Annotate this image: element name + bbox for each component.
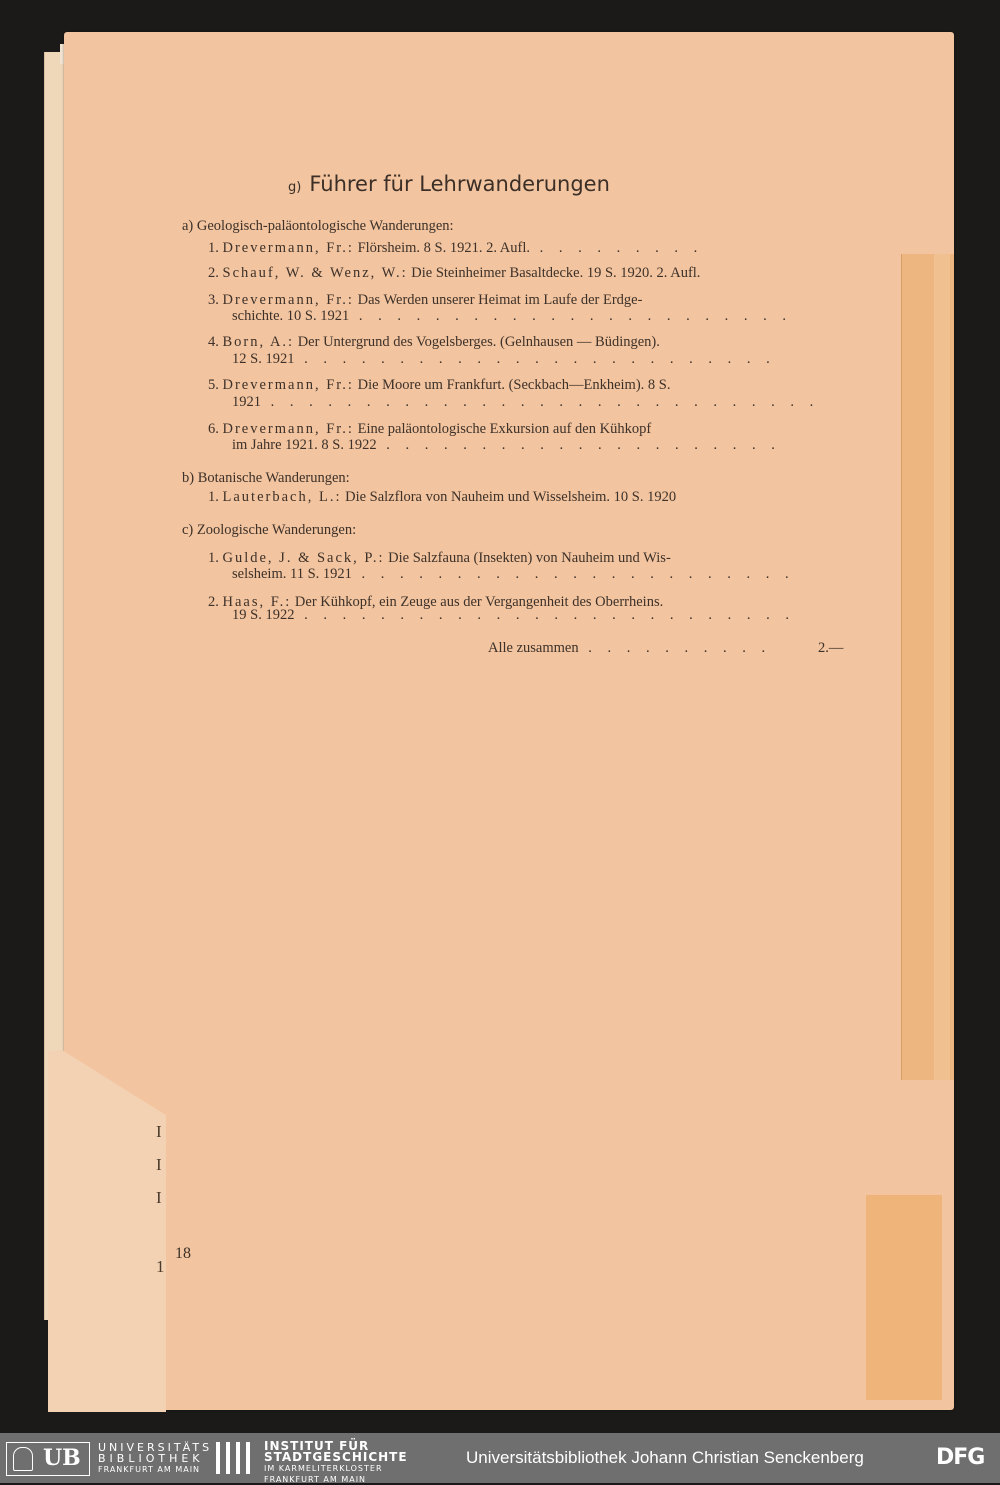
library-emblem-icon xyxy=(13,1447,33,1471)
footer-bar xyxy=(0,1433,1000,1483)
author: Haas, F.: xyxy=(222,594,292,610)
flap-char: I xyxy=(156,1122,162,1141)
flap-char: 1 xyxy=(156,1257,165,1276)
title-mark: g) xyxy=(288,180,302,195)
list-item: 5. Drevermann, Fr.: Die Moore um Frankfurt. (Seckbach—Enkheim). 8 S. xyxy=(208,377,671,393)
section-heading-c: c) Zoologische Wanderungen: xyxy=(182,522,357,538)
flap-char: I xyxy=(156,1155,162,1174)
list-item: 2. Haas, F.: Der Kühkopf, ein Zeuge aus der Vergangenheit des Oberrheins. xyxy=(208,594,664,610)
tape-strip-right-inner xyxy=(934,254,950,1080)
isg-columns-icon xyxy=(214,1442,254,1474)
list-item: 4. Born, A.: Der Untergrund des Vogelsberges. (Gelnhausen — Büdingen). xyxy=(208,334,660,350)
attached-flap xyxy=(48,1050,166,1412)
title-text: Führer für Lehrwanderungen xyxy=(309,172,610,196)
total-price: 2.— xyxy=(818,640,844,656)
page-title xyxy=(288,172,610,196)
ub-logo[interactable]: UB xyxy=(6,1442,90,1476)
ub-wordmark[interactable]: UNIVERSITÄTS BIBLIOTHEK FRANKFURT AM MAIN xyxy=(98,1441,213,1474)
list-item: 2. Schauf, W. & Wenz, W.: Die Steinheimer Basaltdecke. 19 S. 1920. 2. Aufl. xyxy=(208,265,701,281)
list-item: 3. Drevermann, Fr.: Das Werden unserer Heimat im Laufe der Erdge- xyxy=(208,292,643,308)
author: Born, A.: xyxy=(222,334,295,350)
list-item-continuation: schichte. 10 S. 1921 . . . . . . . . . . . . . . . . . . . . . . . xyxy=(232,308,792,324)
author: Drevermann, Fr.: xyxy=(222,240,354,256)
list-item: 6. Drevermann, Fr.: Eine paläontologische Exkursion auf den Kühkopf xyxy=(208,421,652,437)
author: Drevermann, Fr.: xyxy=(222,377,354,393)
dfg-logo[interactable]: DFG xyxy=(936,1445,985,1470)
author: Drevermann, Fr.: xyxy=(222,292,354,308)
author: Schauf, W. & Wenz, W.: xyxy=(222,265,408,281)
tape-strip-bottom xyxy=(866,1195,942,1400)
list-item-continuation: selsheim. 11 S. 1921 . . . . . . . . . . . . . . . . . . . . . . . xyxy=(232,566,795,582)
list-item: 1. Drevermann, Fr.: Flörsheim. 8 S. 1921. 2. Aufl. . . . . . . . . . xyxy=(208,240,704,256)
list-item-continuation: 12 S. 1921 . . . . . . . . . . . . . . . . . . . . . . . . . xyxy=(232,351,776,367)
footer-title: Universitätsbibliothek Johann Christian Senckenberg xyxy=(466,1448,864,1467)
list-item-continuation: im Jahre 1921. 8 S. 1922 . . . . . . . . . . . . . . . . . . . . . xyxy=(232,437,781,453)
section-heading-a: a) Geologisch-paläontologische Wanderungen: xyxy=(182,218,454,234)
flap-char: I xyxy=(156,1188,162,1207)
isg-wordmark[interactable]: INSTITUT FÜR STADTGESCHICHTE IM KARMELITERKLOSTER FRANKFURT AM MAIN xyxy=(264,1439,408,1484)
author: Drevermann, Fr.: xyxy=(222,421,354,437)
author: Gulde, J. & Sack, P.: xyxy=(222,550,385,566)
list-item-continuation: 1921 . . . . . . . . . . . . . . . . . . . . . . . . . . . . . xyxy=(232,394,820,410)
list-item: 1. Gulde, J. & Sack, P.: Die Salzfauna (Insekten) von Nauheim und Wis- xyxy=(208,550,671,566)
author: Lauterbach, L.: xyxy=(222,489,342,505)
document-page xyxy=(64,32,954,1410)
list-item-continuation: 19 S. 1922 . . . . . . . . . . . . . . . . . . . . . . . . . . xyxy=(232,607,795,623)
section-heading-b: b) Botanische Wanderungen: xyxy=(182,470,350,486)
list-item: 1. Lauterbach, L.: Die Salzflora von Nauheim und Wisselsheim. 10 S. 1920 xyxy=(208,489,677,505)
total-label: Alle zusammen . . . . . . . . . . xyxy=(488,640,772,656)
page-number: 18 xyxy=(175,1245,191,1262)
